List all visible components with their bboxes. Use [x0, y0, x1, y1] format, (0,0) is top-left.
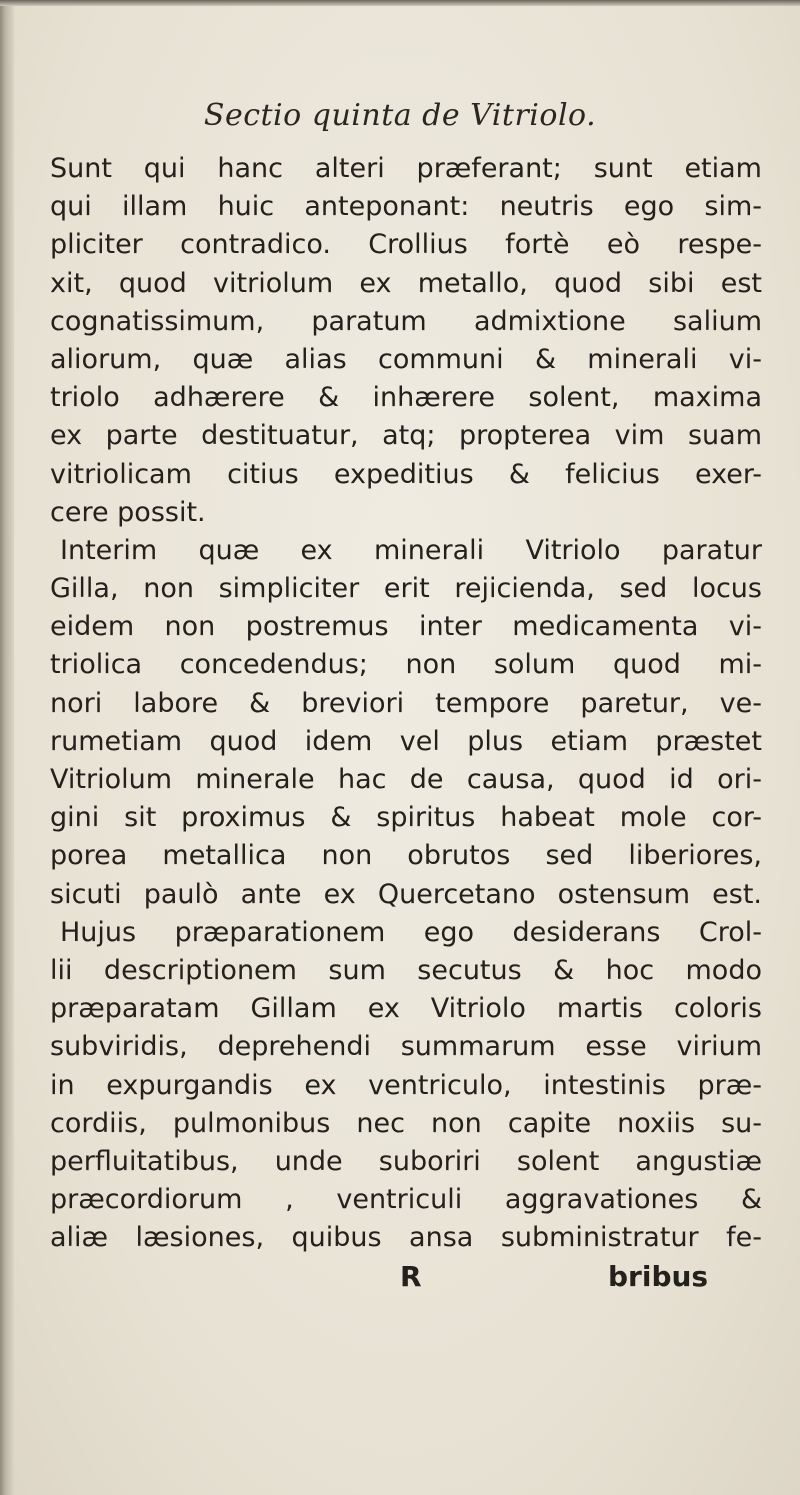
page-top-edge: [0, 0, 800, 6]
body-text: [50, 150, 762, 1257]
text-line: ex parte destituatur, atq; propterea vim suam: [50, 420, 762, 452]
text-line: gini sit proximus & spiritus habeat mole cor-: [50, 802, 762, 834]
text-line: subviridis, deprehendi summarum esse virium: [50, 1031, 762, 1063]
section-title: Sectio quinta de Vitriolo.: [203, 98, 597, 133]
text-line: porea metallica non obrutos sed liberiores,: [50, 840, 762, 872]
text-line: xit, quod vitriolum ex metallo, quod sibi est: [50, 267, 762, 299]
text-line: aliæ læsiones, quibus ansa subministratur fe-: [50, 1222, 762, 1254]
text-line: sicuti paulò ante ex Quercetano ostensum est.: [50, 878, 762, 910]
text-line: Vitriolum minerale hac de causa, quod id ori-: [50, 764, 762, 795]
text-line: Hujus præparationem ego desiderans Crol-: [60, 916, 762, 948]
text-line: pliciter contradico. Crollius fortè eò respe-: [50, 229, 762, 261]
page-binding-edge: [0, 0, 14, 1495]
text-line: cere possit.: [50, 496, 206, 528]
text-line: eidem non postremus inter medicamenta vi-: [50, 611, 762, 643]
text-line: triolo adhærere & inhærere solent, maxima: [50, 382, 762, 414]
text-line: aliorum, quæ alias communi & minerali vi-: [50, 343, 762, 375]
text-line: Interim quæ ex minerali Vitriolo paratur: [60, 534, 762, 566]
text-line: lii descriptionem sum secutus & hoc modo: [50, 954, 762, 986]
text-line: præcordiorum , ventriculi aggravationes &: [50, 1184, 762, 1216]
signature-mark: R: [400, 1260, 422, 1293]
text-line: cordiis, pulmonibus nec non capite noxiis su-: [50, 1107, 762, 1139]
text-line: nori labore & breviori tempore paretur, ve-: [50, 687, 762, 719]
text-line: rumetiam quod idem vel plus etiam præstet: [50, 725, 762, 757]
text-line: perfluitatibus, unde suboriri solent angustiæ: [50, 1145, 762, 1177]
text-line: Sunt qui hanc alteri præferant; sunt etiam: [50, 153, 762, 184]
text-line: triolica concedendus; non solum quod mi-: [50, 649, 762, 681]
text-line: Gilla, non simpliciter erit rejicienda, sed locus: [50, 573, 762, 605]
text-line: qui illam huic anteponant: neutris ego sim-: [50, 191, 762, 223]
text-line: præparatam Gillam ex Vitriolo martis coloris: [50, 993, 762, 1025]
text-line: vitriolicam citius expeditius & felicius exer-: [50, 458, 762, 490]
text-line: cognatissimum, paratum admixtione salium: [50, 305, 762, 337]
text-line: in expurgandis ex ventriculo, intestinis præ-: [50, 1069, 762, 1101]
catchword: bribus: [608, 1260, 709, 1293]
